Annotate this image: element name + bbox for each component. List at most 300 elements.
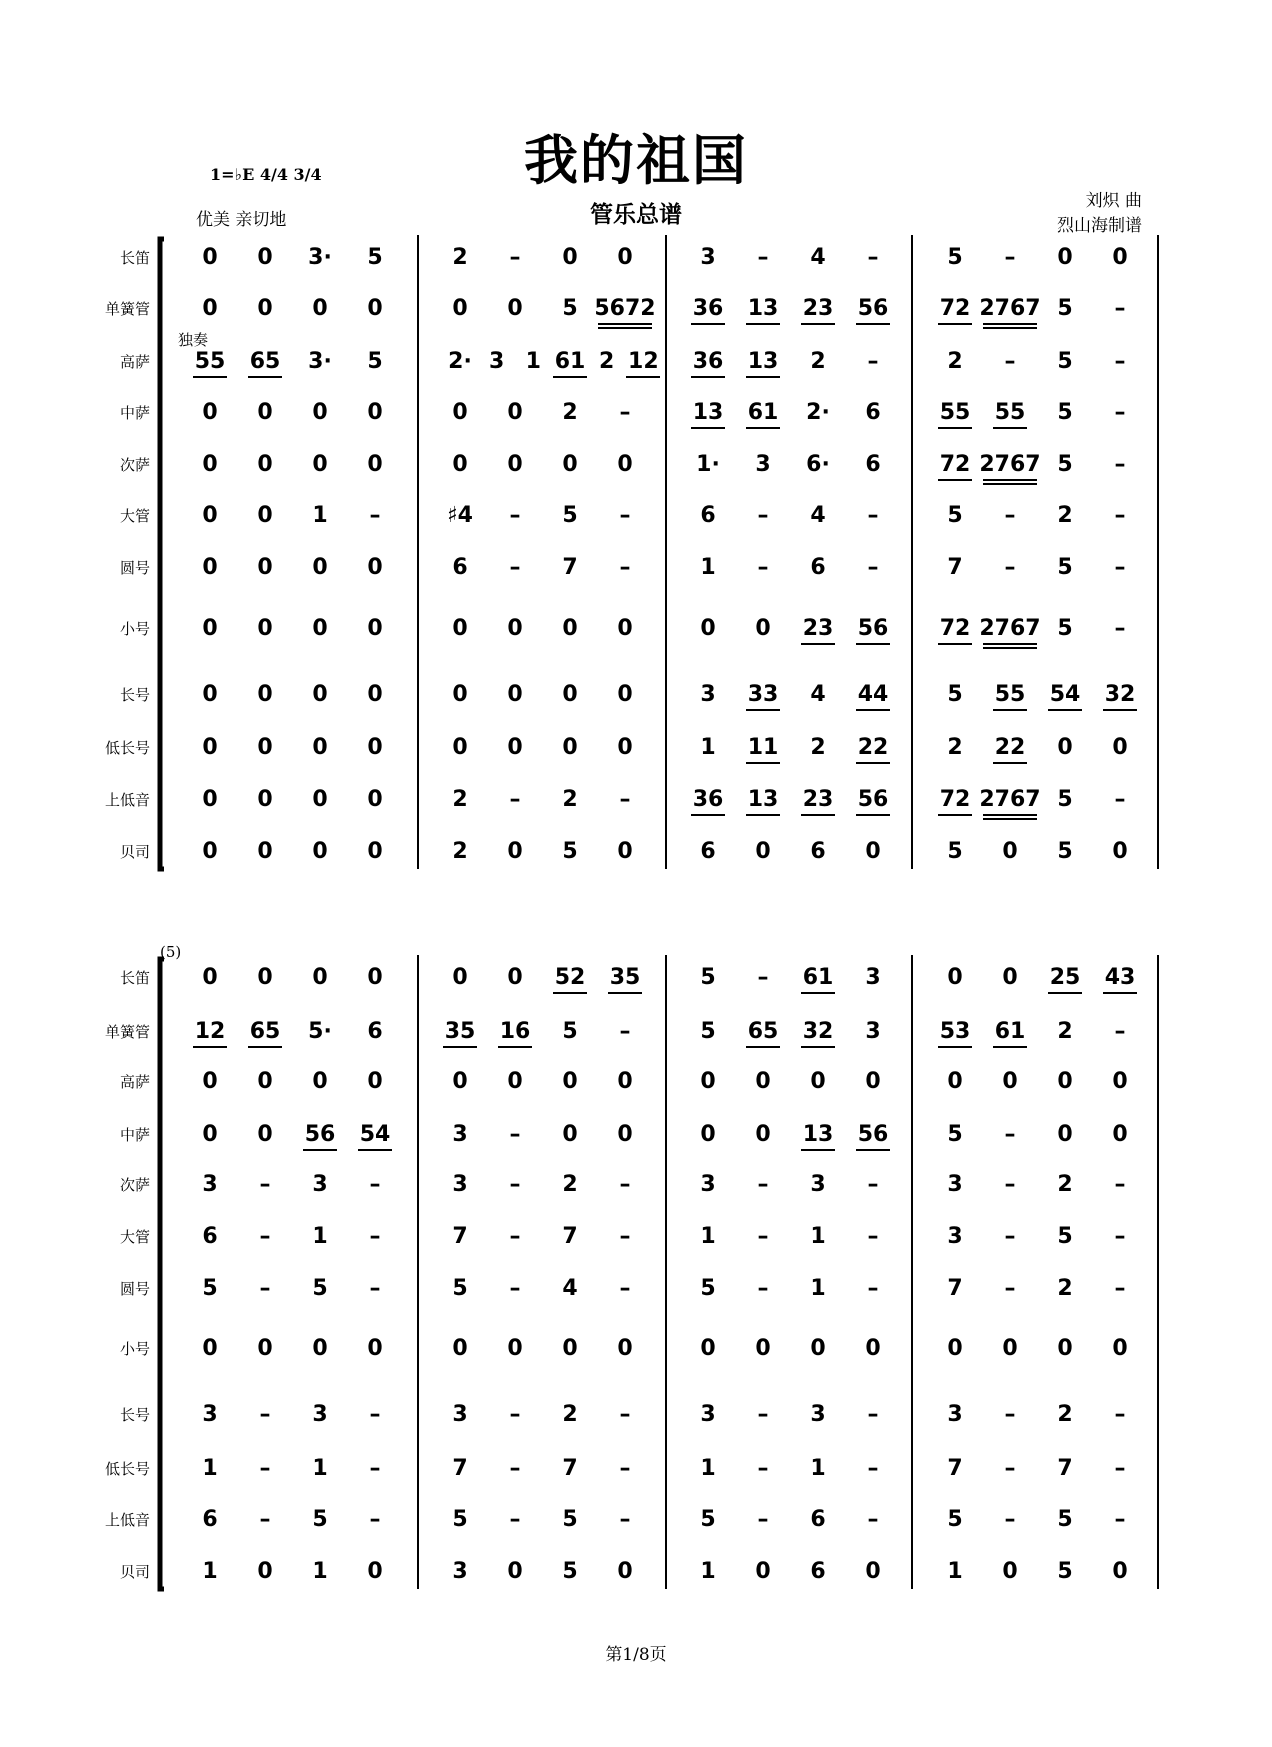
note: 0: [507, 965, 523, 990]
note: 3·: [308, 245, 332, 270]
note: –: [867, 245, 879, 270]
note: 0: [1057, 1122, 1073, 1147]
note: 0: [947, 1336, 963, 1361]
note: 3: [700, 1402, 716, 1427]
note: 72: [930, 616, 980, 642]
note: 2: [562, 1172, 578, 1197]
note: 0: [700, 1336, 716, 1361]
note: 0: [367, 1069, 383, 1094]
note: 2: [810, 735, 826, 760]
system-bracket: [160, 959, 164, 1589]
note: –: [867, 1276, 879, 1301]
note: –: [1114, 1172, 1126, 1197]
note: 0: [257, 616, 273, 641]
note: 3: [947, 1224, 963, 1249]
note: 1: [810, 1456, 826, 1481]
note: 0: [562, 1336, 578, 1361]
note: 0: [617, 682, 633, 707]
note: 3: [452, 1559, 468, 1584]
note: 0: [507, 296, 523, 321]
note: 0: [755, 1336, 771, 1361]
note: –: [867, 1507, 879, 1532]
note: 0: [367, 616, 383, 641]
note: 5: [1057, 839, 1073, 864]
note: 0: [312, 1336, 328, 1361]
note: 65: [240, 349, 290, 375]
note: 0: [312, 616, 328, 641]
note: 5: [562, 1019, 578, 1044]
note: 5: [367, 349, 383, 374]
note: 54: [1040, 682, 1090, 708]
note: –: [259, 1507, 271, 1532]
note: –: [867, 503, 879, 528]
note: 6: [865, 400, 881, 425]
note: –: [509, 1224, 521, 1249]
note: –: [1114, 555, 1126, 580]
note: 7: [562, 555, 578, 580]
note: –: [1114, 1276, 1126, 1301]
note: –: [1114, 503, 1126, 528]
note: 0: [202, 787, 218, 812]
note: 0: [452, 965, 468, 990]
note: 0: [312, 400, 328, 425]
instrument-label: 低长号: [104, 739, 150, 757]
note: 0: [1057, 735, 1073, 760]
note: 0: [257, 245, 273, 270]
note: 0: [367, 555, 383, 580]
note: 2767: [977, 787, 1043, 813]
note: –: [259, 1224, 271, 1249]
note: 72: [930, 787, 980, 813]
note: 13: [793, 1122, 843, 1148]
note: 0: [257, 503, 273, 528]
note: 0: [202, 503, 218, 528]
note: 0: [755, 616, 771, 641]
note: 3: [202, 1402, 218, 1427]
note: 5: [312, 1276, 328, 1301]
note: 23: [793, 787, 843, 813]
note: –: [1004, 1402, 1016, 1427]
note: 0: [202, 400, 218, 425]
note: 1: [700, 555, 716, 580]
note: 13: [683, 400, 733, 426]
note: 0: [257, 682, 273, 707]
note: 0: [1002, 1069, 1018, 1094]
note: 56: [848, 296, 898, 322]
note: 0: [617, 452, 633, 477]
note: –: [1114, 1019, 1126, 1044]
note: 0: [452, 616, 468, 641]
note: –: [259, 1276, 271, 1301]
note: 2·: [806, 400, 830, 425]
note: 6: [700, 503, 716, 528]
note: –: [1114, 1224, 1126, 1249]
note: 5: [700, 1507, 716, 1532]
note: 0: [202, 965, 218, 990]
note: 0: [562, 735, 578, 760]
note: 1: [202, 1456, 218, 1481]
note: 5: [1057, 1507, 1073, 1532]
composer-credit: 刘炽 曲: [1085, 191, 1142, 211]
note: 61: [793, 965, 843, 991]
note: –: [509, 1456, 521, 1481]
note: 0: [312, 682, 328, 707]
note: 5: [452, 1507, 468, 1532]
arranger-credit: 烈山海制谱: [1057, 216, 1142, 236]
note: 5672: [592, 296, 658, 322]
note: 0: [257, 555, 273, 580]
note: 1: [947, 1559, 963, 1584]
note: 5: [562, 1507, 578, 1532]
note: 1: [202, 1559, 218, 1584]
note: 1: [312, 1559, 328, 1584]
note: –: [509, 503, 521, 528]
note: –: [757, 1276, 769, 1301]
note: –: [509, 1507, 521, 1532]
note: –: [369, 1276, 381, 1301]
note: 0: [1112, 245, 1128, 270]
note: –: [1004, 555, 1016, 580]
note: 0: [507, 452, 523, 477]
note: 0: [507, 839, 523, 864]
note: 0: [507, 1069, 523, 1094]
note: 0: [562, 616, 578, 641]
note: –: [867, 555, 879, 580]
note: 5·: [308, 1019, 332, 1044]
note: 13: [738, 296, 788, 322]
note: 3: [489, 349, 505, 374]
note: 0: [312, 787, 328, 812]
note: 0: [947, 1069, 963, 1094]
note: 0: [507, 1559, 523, 1584]
note: 2767: [977, 616, 1043, 642]
note: 5: [312, 1507, 328, 1532]
note: 0: [257, 839, 273, 864]
note: 2: [810, 349, 826, 374]
note: 0: [257, 400, 273, 425]
instrument-label: 次萨: [119, 456, 150, 474]
note: 5: [452, 1276, 468, 1301]
instrument-label: 上低音: [104, 1511, 150, 1529]
note: –: [757, 1402, 769, 1427]
note: 43: [1095, 965, 1145, 991]
note: 0: [507, 616, 523, 641]
note: –: [619, 787, 631, 812]
note: 5: [700, 1019, 716, 1044]
note: 0: [202, 245, 218, 270]
note: –: [1114, 616, 1126, 641]
note: –: [619, 503, 631, 528]
note: 2: [1057, 503, 1073, 528]
note: –: [1004, 1507, 1016, 1532]
note: 5: [1057, 452, 1073, 477]
note: 0: [810, 1336, 826, 1361]
note: 56: [848, 616, 898, 642]
note: 0: [367, 296, 383, 321]
note: –: [1114, 1507, 1126, 1532]
note: 6: [810, 1559, 826, 1584]
note: 0: [1112, 1122, 1128, 1147]
note: –: [259, 1456, 271, 1481]
note: 4: [562, 1276, 578, 1301]
note: 0: [617, 616, 633, 641]
note: 61: [985, 1019, 1035, 1045]
note: –: [867, 349, 879, 374]
note: 6: [810, 1507, 826, 1532]
note: 1: [312, 1224, 328, 1249]
note: –: [1004, 503, 1016, 528]
note: 0: [452, 735, 468, 760]
instrument-label: 单簧管: [104, 1023, 150, 1041]
note: –: [369, 1507, 381, 1532]
key-signature: 1=♭E 4/4 3/4: [210, 165, 322, 184]
note: 0: [202, 1122, 218, 1147]
note: –: [1114, 349, 1126, 374]
note: –: [619, 1456, 631, 1481]
note: 0: [562, 1122, 578, 1147]
note: 0: [257, 787, 273, 812]
note: 2: [599, 349, 615, 374]
note: 0: [1112, 839, 1128, 864]
note: 3·: [308, 349, 332, 374]
note: 6: [865, 452, 881, 477]
instrument-label: 低长号: [104, 1460, 150, 1478]
note: –: [1004, 349, 1016, 374]
note: 25: [1040, 965, 1090, 991]
note: 2: [562, 400, 578, 425]
note: –: [757, 1172, 769, 1197]
note: 0: [562, 245, 578, 270]
instrument-label: 长号: [119, 1406, 150, 1424]
note: –: [619, 555, 631, 580]
instrument-label: 小号: [119, 1340, 150, 1358]
note: 0: [755, 1559, 771, 1584]
note: 5: [947, 245, 963, 270]
instrument-label: 高萨: [119, 353, 150, 371]
note: 35: [435, 1019, 485, 1045]
note: 0: [1057, 1336, 1073, 1361]
note: 5: [562, 296, 578, 321]
note: 0: [1112, 1559, 1128, 1584]
note: –: [369, 1224, 381, 1249]
note: 5: [562, 839, 578, 864]
note: 0: [1057, 245, 1073, 270]
note: 0: [1002, 1336, 1018, 1361]
note: 0: [367, 452, 383, 477]
note: 0: [617, 1069, 633, 1094]
instrument-label: 圆号: [119, 1280, 150, 1298]
note: 13: [738, 787, 788, 813]
note: 0: [507, 400, 523, 425]
note: 2767: [977, 452, 1043, 478]
note: 0: [202, 735, 218, 760]
note: 52: [545, 965, 595, 991]
note: –: [259, 1172, 271, 1197]
note: 36: [683, 296, 733, 322]
note: 0: [452, 452, 468, 477]
note: –: [867, 1456, 879, 1481]
note: 2: [947, 735, 963, 760]
note: –: [619, 1172, 631, 1197]
note: 7: [947, 555, 963, 580]
note: 6: [700, 839, 716, 864]
note: 3: [452, 1122, 468, 1147]
instrument-label: 小号: [119, 620, 150, 638]
note: 1: [810, 1276, 826, 1301]
note: 2: [1057, 1019, 1073, 1044]
note: 3: [810, 1172, 826, 1197]
note: 0: [367, 400, 383, 425]
note: 2: [562, 787, 578, 812]
note: 0: [1112, 1336, 1128, 1361]
note: –: [509, 1172, 521, 1197]
instrument-label: 单簧管: [104, 300, 150, 318]
note: 3: [312, 1402, 328, 1427]
note: 5: [1057, 296, 1073, 321]
note: 2·: [448, 349, 472, 374]
note: 0: [257, 452, 273, 477]
note: 3: [755, 452, 771, 477]
note: 0: [562, 1069, 578, 1094]
note: 0: [700, 1069, 716, 1094]
note: 7: [452, 1224, 468, 1249]
note: 53: [930, 1019, 980, 1045]
note: 5: [367, 245, 383, 270]
note: 1: [312, 503, 328, 528]
instrument-label: 长笛: [119, 969, 150, 987]
note: –: [1114, 296, 1126, 321]
note: 0: [202, 1336, 218, 1361]
note: –: [1004, 245, 1016, 270]
note: 65: [738, 1019, 788, 1045]
note: 5: [562, 1559, 578, 1584]
note: 0: [202, 1069, 218, 1094]
page-subtitle: 管乐总谱: [590, 201, 682, 228]
note: 7: [452, 1456, 468, 1481]
note: –: [757, 1456, 769, 1481]
note: 0: [617, 735, 633, 760]
note: 3: [312, 1172, 328, 1197]
note: 0: [452, 1069, 468, 1094]
note: –: [757, 503, 769, 528]
note: –: [757, 245, 769, 270]
note: 2: [947, 349, 963, 374]
note: 0: [1002, 1559, 1018, 1584]
note: 5: [1057, 616, 1073, 641]
note: –: [1114, 787, 1126, 812]
note: 0: [202, 296, 218, 321]
note: 0: [452, 1336, 468, 1361]
solo-marking: 独奏: [178, 331, 209, 349]
note: 2: [1057, 1276, 1073, 1301]
note: 72: [930, 296, 980, 322]
note: –: [757, 1507, 769, 1532]
note: 7: [562, 1224, 578, 1249]
note: 0: [312, 555, 328, 580]
note: 0: [617, 1336, 633, 1361]
note: 0: [202, 616, 218, 641]
note: –: [259, 1402, 271, 1427]
note: 1: [700, 1559, 716, 1584]
note: 0: [507, 735, 523, 760]
note: –: [619, 1224, 631, 1249]
note: 56: [848, 1122, 898, 1148]
note: –: [1004, 1172, 1016, 1197]
note: 1·: [696, 452, 720, 477]
note: 1: [525, 349, 541, 374]
note: 32: [1095, 682, 1145, 708]
instrument-label: 大管: [119, 1228, 150, 1246]
tempo-marking: 优美 亲切地: [196, 210, 287, 230]
note: 3: [865, 1019, 881, 1044]
note: 0: [617, 245, 633, 270]
instrument-label: 圆号: [119, 559, 150, 577]
note: 2: [1057, 1172, 1073, 1197]
note: 0: [507, 682, 523, 707]
note: 7: [562, 1456, 578, 1481]
note: 0: [617, 1122, 633, 1147]
note: 0: [507, 1336, 523, 1361]
instrument-label: 中萨: [119, 1126, 150, 1144]
note: 0: [865, 1559, 881, 1584]
note: 0: [312, 735, 328, 760]
note: 3: [202, 1172, 218, 1197]
note: –: [1004, 1122, 1016, 1147]
note: 0: [312, 1069, 328, 1094]
note: 0: [700, 616, 716, 641]
note: 0: [257, 1559, 273, 1584]
note: 2: [452, 787, 468, 812]
note: 2: [452, 839, 468, 864]
note: 6: [810, 555, 826, 580]
note: 5: [1057, 1224, 1073, 1249]
note: 55: [185, 349, 235, 375]
note: –: [867, 1402, 879, 1427]
note: 3: [700, 245, 716, 270]
note: 0: [202, 682, 218, 707]
note: 5: [947, 1122, 963, 1147]
note: 0: [257, 965, 273, 990]
note: 1: [700, 1224, 716, 1249]
note: 0: [312, 839, 328, 864]
note: 5: [700, 1276, 716, 1301]
note: –: [1114, 1402, 1126, 1427]
note: 4: [810, 245, 826, 270]
note: 5: [562, 503, 578, 528]
note: –: [509, 245, 521, 270]
page-number: 第1/8页: [605, 1645, 667, 1665]
note: 0: [367, 787, 383, 812]
note: 0: [1002, 965, 1018, 990]
note: 55: [985, 400, 1035, 426]
note: 56: [295, 1122, 345, 1148]
note: –: [867, 1172, 879, 1197]
note: –: [619, 400, 631, 425]
instrument-label: 长笛: [119, 249, 150, 267]
note: –: [1004, 1224, 1016, 1249]
note: 36: [683, 349, 733, 375]
note: 7: [947, 1276, 963, 1301]
note: 0: [865, 1069, 881, 1094]
note: 0: [257, 1069, 273, 1094]
note: 0: [1112, 1069, 1128, 1094]
note: 1: [312, 1456, 328, 1481]
note: –: [369, 503, 381, 528]
note: 61: [545, 349, 595, 375]
note: 0: [367, 1559, 383, 1584]
note: –: [867, 1224, 879, 1249]
note: 4: [810, 682, 826, 707]
